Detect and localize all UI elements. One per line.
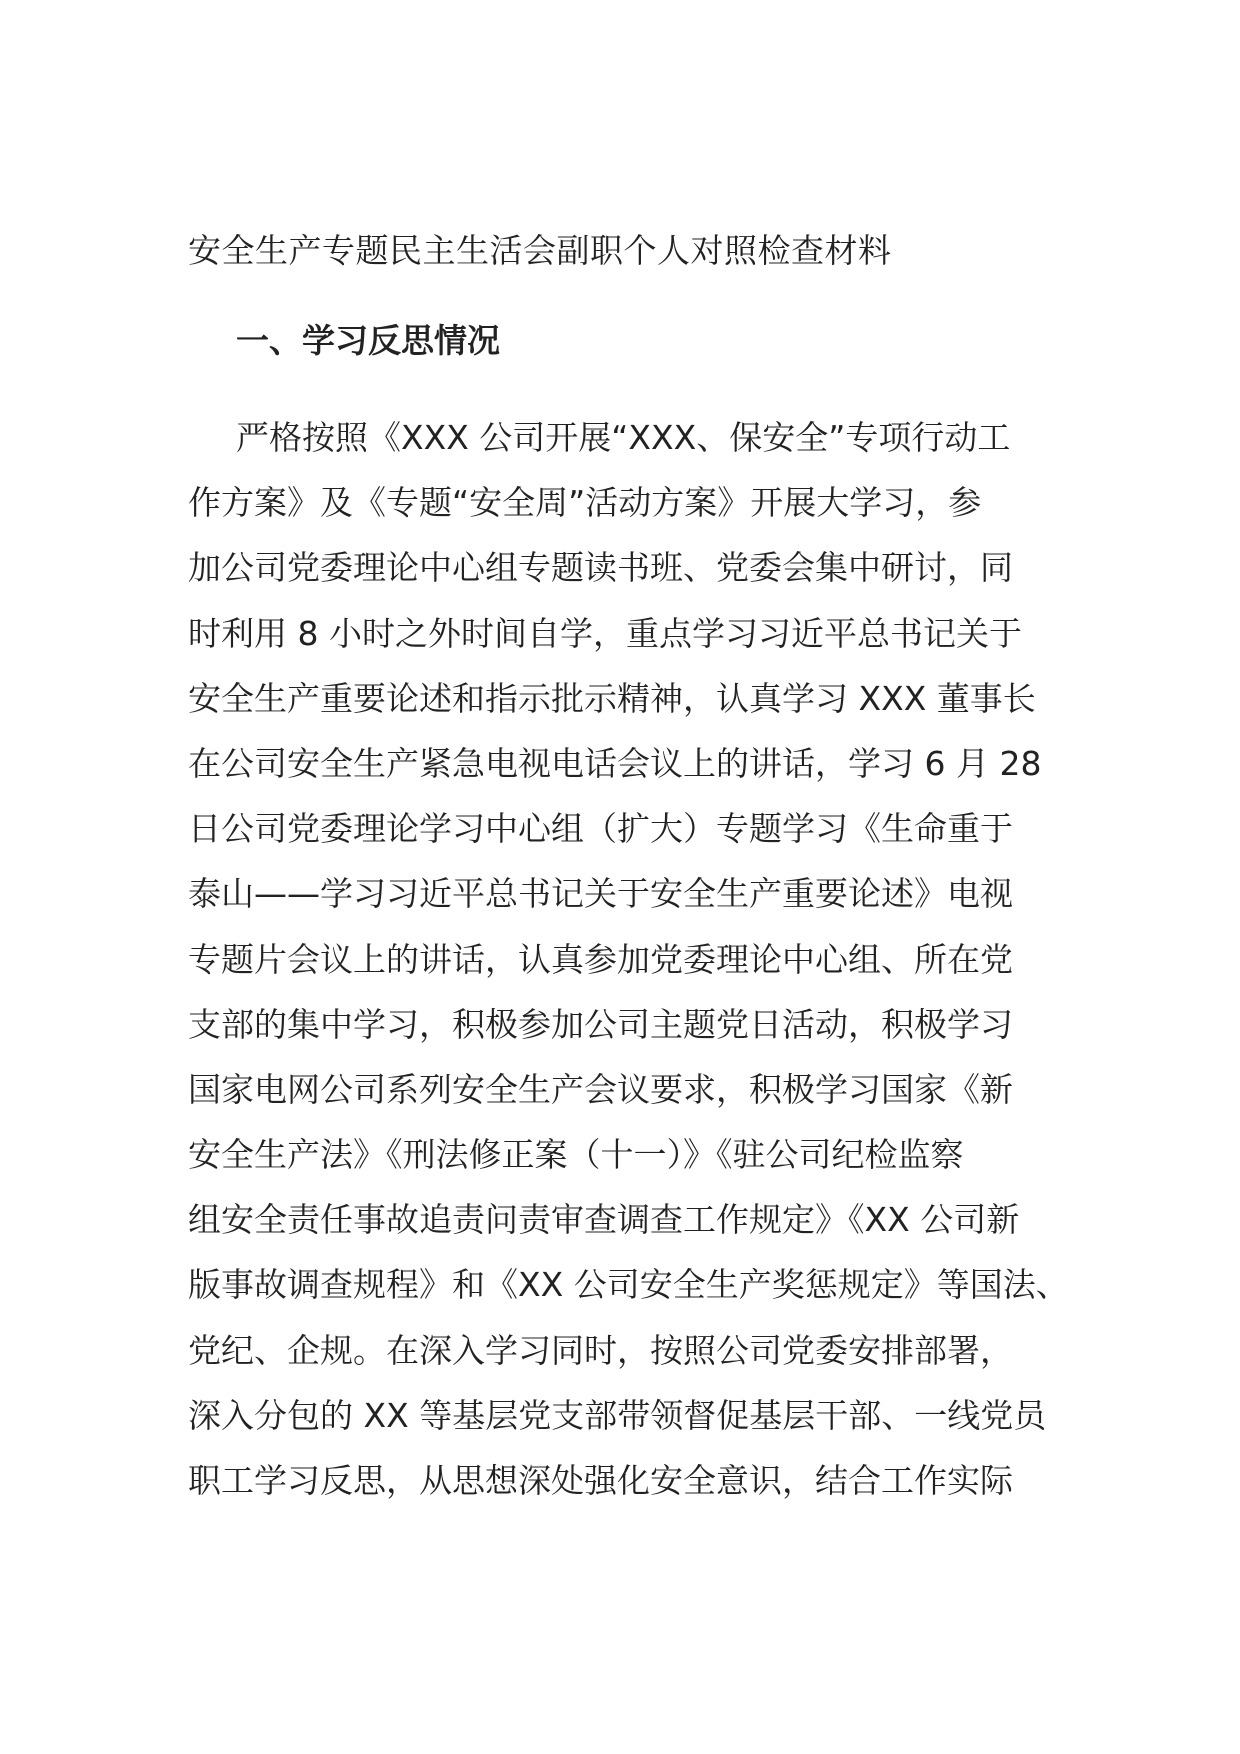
paragraph-line: 组安全责任事故追责问责审查调查工作规定》《XX 公司新 <box>188 1200 1020 1240</box>
paragraph-line: 国家电网公司系列安全生产会议要求，积极学习国家《新 <box>188 1069 1013 1109</box>
paragraph-line: 安全生产重要论述和指示批示精神，认真学习 XXX 董事长 <box>188 678 1036 718</box>
section-heading: 一、学习反思情况 <box>236 321 500 360</box>
paragraph-line: 泰山——学习习近平总书记关于安全生产重要论述》电视 <box>188 874 1013 914</box>
paragraph-line: 职工学习反思，从思想深处强化安全意识，结合工作实际 <box>188 1461 1013 1500</box>
paragraph-line: 加公司党委理论中心组专题读书班、党委会集中研讨，同 <box>188 548 1013 588</box>
paragraph-line: 时利用 8 小时之外时间自学，重点学习习近平总书记关于 <box>188 613 1022 653</box>
paragraph-line: 版事故调查规程》和《XX 公司安全生产奖惩规定》等国法、 <box>188 1265 1069 1305</box>
paragraph-line: 作方案》及《专题“安全周”活动方案》开展大学习，参 <box>188 483 982 523</box>
paragraph-line: 日公司党委理论学习中心组（扩大）专题学习《生命重于 <box>188 809 1013 849</box>
paragraph-line: 党纪、企规。在深入学习同时，按照公司党委安排部署， <box>188 1330 1013 1370</box>
paragraph-line: 支部的集中学习，积极参加公司主题党日活动，积极学习 <box>188 1004 1013 1044</box>
paragraph-line: 严格按照《XXX 公司开展“XXX、保安全”专项行动工 <box>236 418 1011 457</box>
paragraph-line: 专题片会议上的讲话，认真参加党委理论中心组、所在党 <box>188 939 1013 979</box>
paragraph-line: 安全生产法》《刑法修正案（十一）》《驻公司纪检监察 <box>188 1135 964 1175</box>
paragraph-line: 在公司安全生产紧急电视电话会议上的讲话，学习 6 月 28 <box>188 743 1042 783</box>
paragraph-line: 深入分包的 XX 等基层党支部带领督促基层干部、一线党员 <box>188 1395 1047 1435</box>
body-paragraph <box>188 405 1068 1513</box>
document-title: 安全生产专题民主生活会副职个人对照检查材料 <box>188 231 892 270</box>
